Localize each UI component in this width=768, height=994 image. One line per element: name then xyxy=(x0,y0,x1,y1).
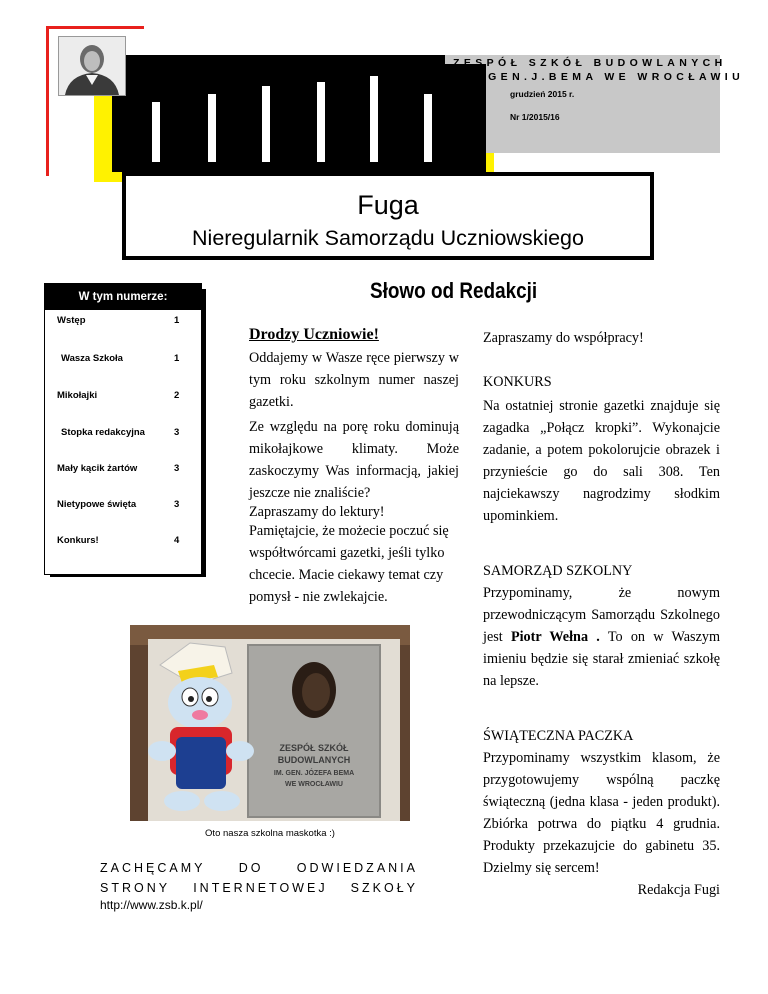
website-invitation xyxy=(100,858,418,898)
plaque-text-1: ZESPÓŁ SZKÓŁ xyxy=(279,743,349,753)
toc-header: W tym numerze: xyxy=(45,284,201,310)
toc-item-label: Nietypowe święta xyxy=(57,499,137,510)
heading-paczka: ŚWIĄTECZNA PACZKA xyxy=(483,728,634,744)
president-name: Piotr Wełna . xyxy=(510,629,600,645)
toc-item-page: 1 xyxy=(174,353,180,364)
toc-item-label: Wstęp xyxy=(57,315,86,326)
paragraph-intro: Oddajemy w Wasze ręce pierwszy w tym roku szkolnym numer naszej gazetki. xyxy=(249,350,459,410)
school-name-line1: ZESPÓŁ SZKÓŁ BUDOWLANYCH xyxy=(453,57,727,69)
plaque-text-2: BUDOWLANYCH xyxy=(277,755,351,765)
toc-item-label: Mały kącik żartów xyxy=(57,463,138,474)
plaque-text-4: WE WROCŁAWIU xyxy=(285,781,343,788)
invite-word: STRONY xyxy=(100,881,171,895)
zsb-logo-graphic xyxy=(112,64,486,172)
samorzad-text-1: Przypominamy, że nowym przewodniczącym Samorządu Szkolnego jest xyxy=(483,585,720,645)
masthead-red-line-horizontal xyxy=(46,26,144,29)
paragraph-samorzad xyxy=(483,582,720,692)
paragraph-konkurs: Na ostatniej stronie gazetki znajduje się zagadka „Połącz kropki”. Wykonajcie zadanie, a potem pokolorujcie obrazek i przynieście go do sali 308. Ten najciekawszy nagrodzimy słodkim upominkiem. xyxy=(483,398,720,524)
toc-item-page: 3 xyxy=(174,499,180,510)
school-name-line2: IM. GEN.J.BEMA WE WROCŁAWIU xyxy=(453,71,745,83)
greeting: Drodzy Uczniowie! xyxy=(249,326,379,343)
newsletter-title: Fuga xyxy=(357,190,419,220)
general-bem-portrait xyxy=(58,36,126,96)
paragraph-cooperation-invite: Zapraszamy do współpracy! xyxy=(483,330,644,346)
section-title: Słowo od Redakcji xyxy=(370,278,538,303)
plaque-text-3: IM. GEN. JÓZEFA BEMA xyxy=(273,770,355,777)
toc-item-label: Stopka redakcyjna xyxy=(61,427,145,438)
toc-item-page: 3 xyxy=(174,463,180,474)
invite-word: ODWIEDZANIA xyxy=(296,861,418,875)
toc-item-page: 1 xyxy=(174,315,180,326)
paragraph-season: Ze względu na porę roku dominują mikołajkowe klimaty. Może zaskoczymy Was informacją, jakiej jeszcze nie znaliście? xyxy=(249,419,459,501)
school-logo xyxy=(112,64,486,172)
issue-number: Nr 1/2015/16 xyxy=(510,112,560,122)
samorzad-text-2: To on w Waszym imieniu będzie się starał zmieniać szkołę na lepsze. xyxy=(483,629,721,689)
heading-samorzad: SAMORZĄD SZKOLNY xyxy=(483,563,633,579)
toc-item-label: Wasza Szkoła xyxy=(61,353,123,364)
title-box xyxy=(122,172,654,260)
paragraph-invitation: Zapraszamy do lektury! xyxy=(249,504,385,520)
table-of-contents xyxy=(44,283,202,575)
toc-item-page: 4 xyxy=(174,535,180,546)
toc-item-page: 2 xyxy=(174,390,180,401)
newsletter-subtitle: Nieregularnik Samorządu Uczniowskiego xyxy=(192,226,584,250)
issue-date: grudzień 2015 r. xyxy=(510,89,575,99)
toc-item-label: Mikołajki xyxy=(57,390,98,401)
invite-line-1 xyxy=(100,858,418,878)
invite-word: INTERNETOWEJ xyxy=(193,881,328,895)
photo-caption: Oto nasza szkolna maskotka :) xyxy=(205,828,335,839)
invite-line-2 xyxy=(100,878,418,898)
toc-item-page: 3 xyxy=(174,427,180,438)
toc-item-label: Konkurs! xyxy=(57,535,99,546)
invite-word: SZKOŁY xyxy=(350,881,418,895)
mascot-photo-image xyxy=(130,625,410,821)
invite-word: ZACHĘCAMY xyxy=(100,861,206,875)
paragraph-cooperation: Pamiętajcie, że możecie poczuć się współtwórcami gazetki, jeśli tylko chcecie. Macie ciekawy temat czy pomysł - nie zwlekajcie. xyxy=(249,523,449,605)
signature: Redakcja Fugi xyxy=(637,882,720,898)
paragraph-paczka: Przypominamy wszystkim klasom, że przygotowujemy wspólną paczkę świąteczną (jedna klasa - jeden produkt). Zbiórka potrwa do piątku 4 grudnia. Produkty przekazujcie do gabinetu 35. Dzielmy się sercem! xyxy=(483,750,720,876)
invite-word: DO xyxy=(238,861,264,875)
mascot-photo xyxy=(130,625,410,821)
school-website-link[interactable]: http://www.zsb.k.pl/ xyxy=(100,898,203,912)
masthead-red-line-vertical xyxy=(46,26,49,176)
heading-konkurs: KONKURS xyxy=(483,374,552,390)
